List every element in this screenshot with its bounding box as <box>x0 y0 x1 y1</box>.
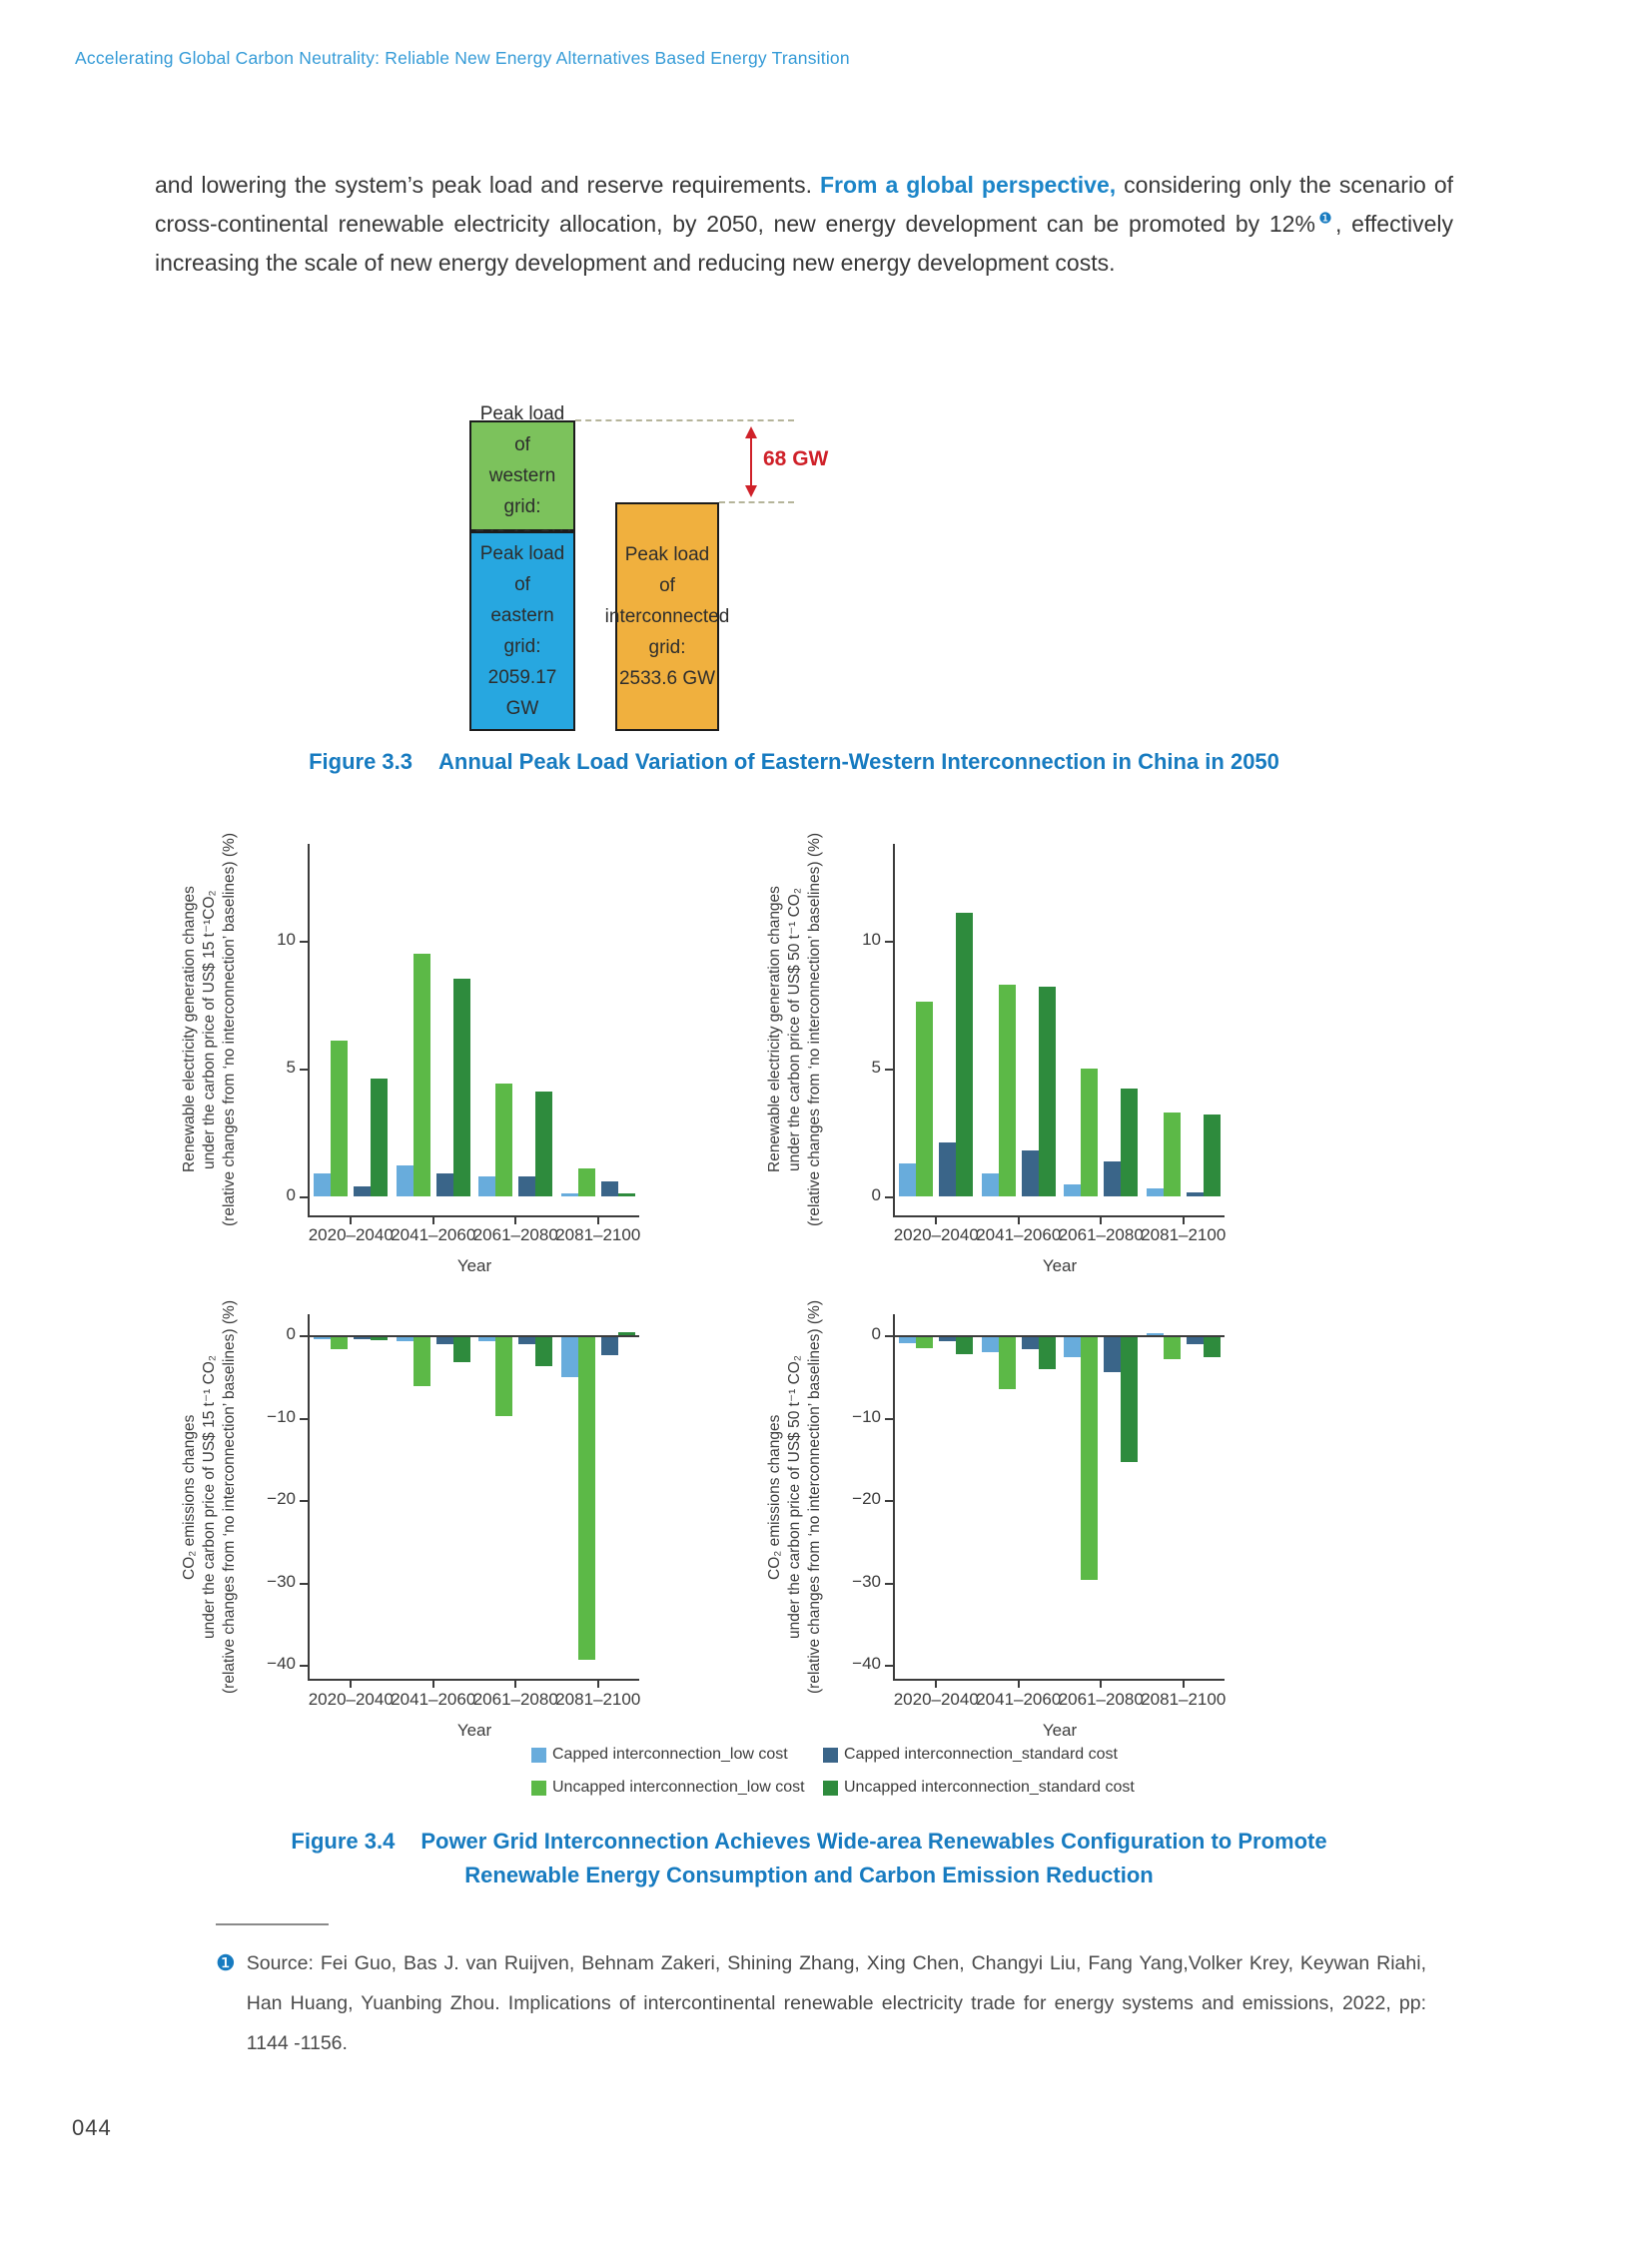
x-axis-tick <box>1100 1217 1102 1224</box>
y-axis-tick <box>885 1196 893 1198</box>
bar <box>1121 1089 1138 1196</box>
y-tick-label: 5 <box>286 1058 296 1077</box>
figure-3-4-caption-line2 <box>0 1863 1618 1888</box>
y-axis-title-line: CO₂ emissions changes <box>766 1413 783 1580</box>
bar <box>1164 1113 1181 1196</box>
x-axis-tick <box>514 1217 516 1224</box>
y-axis-tick <box>885 1335 893 1337</box>
x-axis-tick <box>935 1681 937 1688</box>
y-tick-label: 5 <box>871 1058 881 1077</box>
y-tick-label: 0 <box>286 1185 296 1204</box>
y-axis-title-line: (relative changes from ‘no interconnection’ baselines) (%) <box>221 833 238 1227</box>
x-tick-label: 2020–2040 <box>308 1690 394 1709</box>
bar <box>518 1337 535 1344</box>
bar <box>495 1337 512 1416</box>
y-tick-label: −20 <box>852 1489 881 1508</box>
x-axis-tick <box>432 1217 434 1224</box>
y-axis-title-line: (relative changes from ‘no interconnection’ baselines) (%) <box>806 833 823 1227</box>
bar <box>478 1176 495 1196</box>
bar <box>999 1337 1016 1389</box>
y-tick-label: −40 <box>267 1654 296 1673</box>
western-grid-label: Peak load of <box>479 403 565 455</box>
footnote-number-icon: ❶ <box>216 1950 236 1975</box>
bar <box>1147 1333 1164 1335</box>
y-axis-tick <box>300 1665 308 1667</box>
y-axis-tick <box>300 1418 308 1420</box>
bar <box>413 1337 430 1386</box>
y-axis-title-line: under the carbon price of US$ 15 t⁻¹CO₂ <box>201 890 218 1169</box>
x-axis-title: Year <box>456 1721 492 1740</box>
bar <box>618 1193 635 1196</box>
y-axis-title-line: under the carbon price of US$ 15 t⁻¹ CO₂ <box>201 1354 218 1639</box>
x-axis-tick <box>935 1217 937 1224</box>
bar <box>436 1337 453 1344</box>
legend-label: Uncapped interconnection_low cost <box>552 1779 805 1796</box>
bar <box>1039 1337 1056 1369</box>
y-axis-title-line: under the carbon price of US$ 50 t⁻¹ CO₂ <box>786 1354 803 1639</box>
legend-swatch-icon <box>823 1748 838 1763</box>
bar <box>1022 1150 1039 1196</box>
x-tick-label: 2061–2080 <box>1058 1225 1144 1244</box>
y-axis-tick <box>300 1335 308 1337</box>
interconnected-grid-label: interconnected <box>604 606 730 627</box>
y-axis-tick <box>885 941 893 943</box>
x-tick-label: 2081–2100 <box>1141 1690 1227 1709</box>
footnote-divider <box>216 1923 329 1925</box>
bar <box>1064 1337 1081 1357</box>
x-tick-label: 2041–2060 <box>976 1690 1062 1709</box>
paragraph-text: considering only the scenario of cross-continental renewable electricity allocation, by 2050, new energy development can be promoted by 12% <box>155 172 1454 237</box>
bar <box>354 1337 371 1339</box>
figure-3-4-caption-line1 <box>0 1829 1618 1855</box>
bar <box>453 1337 470 1362</box>
bar <box>1022 1337 1039 1349</box>
y-axis-title-line: CO₂ emissions changes <box>181 1413 198 1580</box>
bar <box>1204 1115 1221 1196</box>
bar <box>601 1181 618 1196</box>
y-axis-title-line: Renewable electricity generation changes <box>181 886 198 1173</box>
delta-value-label: 68 GW <box>763 447 829 470</box>
x-axis-tick <box>597 1681 599 1688</box>
y-tick-label: −10 <box>852 1406 881 1426</box>
bar <box>331 1337 348 1349</box>
paragraph-text: , effectively increasing the scale of new energy development and reducing new energy development costs. <box>155 211 1454 276</box>
paragraph-text: and lowering the system’s peak load and reserve requirements. <box>155 172 820 198</box>
x-axis-line <box>893 1679 1225 1681</box>
x-tick-label: 2081–2100 <box>555 1690 641 1709</box>
interconnected-grid-value: 2533.6 GW <box>618 668 716 689</box>
bar <box>982 1173 999 1196</box>
paragraph-highlight: From a global perspective, <box>819 172 1117 198</box>
bar <box>314 1173 331 1196</box>
x-axis-tick <box>514 1681 516 1688</box>
bar <box>1121 1337 1138 1462</box>
x-tick-label: 2041–2060 <box>391 1225 476 1244</box>
y-axis-tick <box>885 1583 893 1585</box>
x-axis-tick <box>350 1217 352 1224</box>
bar <box>436 1173 453 1196</box>
x-axis-line <box>308 1679 639 1681</box>
bar <box>1104 1161 1121 1196</box>
legend-swatch-icon <box>531 1781 546 1796</box>
x-tick-label: 2081–2100 <box>1141 1225 1227 1244</box>
x-axis-title: Year <box>1042 1721 1078 1740</box>
x-tick-label: 2041–2060 <box>976 1225 1062 1244</box>
legend-label: Capped interconnection_low cost <box>552 1746 788 1763</box>
bar <box>397 1165 413 1196</box>
bar <box>1147 1188 1164 1196</box>
y-tick-label: 0 <box>871 1185 881 1204</box>
bar <box>618 1332 635 1335</box>
bar <box>561 1337 578 1377</box>
x-axis-tick <box>1018 1217 1020 1224</box>
y-axis-title <box>180 1282 240 1712</box>
bar <box>1164 1337 1181 1359</box>
bar <box>1187 1337 1204 1344</box>
western-grid-label: western grid: <box>488 465 556 517</box>
y-tick-label: −30 <box>267 1571 296 1591</box>
y-tick-label: 0 <box>871 1324 881 1343</box>
bar <box>899 1337 916 1343</box>
y-axis-tick <box>885 1069 893 1071</box>
y-axis-tick <box>300 1583 308 1585</box>
bar <box>371 1079 388 1196</box>
bar <box>578 1337 595 1660</box>
x-axis-tick <box>1183 1681 1185 1688</box>
y-tick-label: 10 <box>862 930 881 949</box>
bar <box>899 1163 916 1196</box>
bar <box>982 1337 999 1352</box>
bar <box>413 954 430 1196</box>
x-tick-label: 2061–2080 <box>472 1225 558 1244</box>
bar <box>916 1337 933 1348</box>
y-axis-tick <box>300 1069 308 1071</box>
bar <box>314 1337 331 1339</box>
x-axis-line <box>308 1215 639 1217</box>
y-axis-tick <box>885 1418 893 1420</box>
bar <box>956 1337 973 1354</box>
x-axis-tick <box>1018 1681 1020 1688</box>
legend-label: Capped interconnection_standard cost <box>844 1746 1118 1763</box>
y-tick-label: −40 <box>852 1654 881 1673</box>
bar <box>601 1337 618 1355</box>
y-tick-label: −30 <box>852 1571 881 1591</box>
bar <box>371 1337 388 1340</box>
footnote-text: Source: Fei Guo, Bas J. van Ruijven, Behnam Zakeri, Shining Zhang, Xing Chen, Changyi Liu, Fang Yang,Volker Krey, Keywan Riahi, Han Huang, Yuanbing Zhou. Implications of intercontinental renewable electricity trade for energy systems and emissions, 2022, pp: 1144 -1156. <box>246 1952 1426 2054</box>
x-axis-tick <box>1100 1681 1102 1688</box>
y-axis-line <box>308 844 310 1215</box>
y-axis-tick <box>300 1196 308 1198</box>
y-axis-title-line: (relative changes from ‘no interconnection’ baselines) (%) <box>221 1299 238 1694</box>
x-axis-line <box>893 1215 1225 1217</box>
y-axis-line <box>893 844 895 1215</box>
x-tick-label: 2020–2040 <box>308 1225 394 1244</box>
x-axis-tick <box>432 1681 434 1688</box>
y-tick-label: 10 <box>277 930 296 949</box>
y-axis-title-line: (relative changes from ‘no interconnection’ baselines) (%) <box>806 1299 823 1694</box>
figure-3-3-caption-label: Figure 3.3 <box>309 749 413 774</box>
x-axis-title: Year <box>456 1256 492 1275</box>
bar <box>1064 1184 1081 1196</box>
bar <box>939 1337 956 1341</box>
bar <box>331 1041 348 1196</box>
eastern-grid-label: Peak load of <box>479 543 565 595</box>
running-header: Accelerating Global Carbon Neutrality: Reliable New Energy Alternatives Based Energy Transition <box>75 48 850 68</box>
legend-swatch-icon <box>823 1781 838 1796</box>
bar <box>478 1337 495 1341</box>
y-axis-title-line: Renewable electricity generation changes <box>766 886 783 1173</box>
y-axis-title <box>765 815 825 1244</box>
x-tick-label: 2041–2060 <box>391 1690 476 1709</box>
x-axis-tick <box>1183 1217 1185 1224</box>
bar <box>578 1168 595 1196</box>
bar <box>1204 1337 1221 1357</box>
figure-3-4-caption-text: Power Grid Interconnection Achieves Wide-area Renewables Configuration to Promote <box>420 1829 1327 1854</box>
y-axis-tick <box>300 941 308 943</box>
y-axis-tick <box>885 1500 893 1502</box>
y-axis-title <box>765 1282 825 1712</box>
bar <box>453 979 470 1196</box>
footnote-marker-icon: ❶ <box>1314 210 1336 228</box>
figure-3-3-caption-text: Annual Peak Load Variation of Eastern-Western Interconnection in China in 2050 <box>438 749 1279 774</box>
x-axis-title: Year <box>1042 1256 1078 1275</box>
footnote <box>216 1943 1426 2063</box>
figure-3-4-caption-text: Renewable Energy Consumption and Carbon Emission Reduction <box>464 1863 1154 1887</box>
y-axis-line <box>308 1314 310 1679</box>
y-axis-line <box>893 1314 895 1679</box>
bar <box>535 1337 552 1366</box>
bar <box>916 1002 933 1196</box>
bar <box>1104 1337 1121 1372</box>
eastern-grid-label: eastern grid: <box>490 605 554 657</box>
x-axis-tick <box>350 1681 352 1688</box>
x-tick-label: 2020–2040 <box>893 1225 979 1244</box>
y-tick-label: 0 <box>286 1324 296 1343</box>
x-tick-label: 2061–2080 <box>472 1690 558 1709</box>
bar <box>397 1337 413 1341</box>
bar <box>561 1193 578 1196</box>
bar <box>999 985 1016 1196</box>
bar <box>495 1084 512 1196</box>
y-tick-label: −10 <box>267 1406 296 1426</box>
y-axis-tick <box>885 1665 893 1667</box>
eastern-grid-value: 2059.17 GW <box>487 667 557 719</box>
y-tick-label: −20 <box>267 1489 296 1508</box>
y-axis-title-line: under the carbon price of US$ 50 t⁻¹ CO₂ <box>786 888 803 1171</box>
legend-swatch-icon <box>531 1748 546 1763</box>
x-axis-tick <box>597 1217 599 1224</box>
interconnected-grid-label: Peak load of <box>624 544 710 596</box>
y-axis-tick <box>300 1500 308 1502</box>
x-tick-label: 2061–2080 <box>1058 1690 1144 1709</box>
legend-label: Uncapped interconnection_standard cost <box>844 1779 1135 1796</box>
figure-3-4-caption-label: Figure 3.4 <box>291 1829 396 1854</box>
y-axis-title <box>180 815 240 1244</box>
bar <box>354 1186 371 1196</box>
bar <box>1081 1337 1098 1580</box>
bar <box>939 1142 956 1196</box>
interconnected-grid-label: grid: <box>648 637 686 658</box>
x-tick-label: 2020–2040 <box>893 1690 979 1709</box>
bar <box>1187 1192 1204 1196</box>
x-tick-label: 2081–2100 <box>555 1225 641 1244</box>
page-number: 044 <box>72 2115 112 2140</box>
bar <box>1081 1069 1098 1196</box>
bar <box>535 1092 552 1196</box>
bar <box>1039 987 1056 1196</box>
bar <box>518 1176 535 1196</box>
bar <box>956 913 973 1196</box>
